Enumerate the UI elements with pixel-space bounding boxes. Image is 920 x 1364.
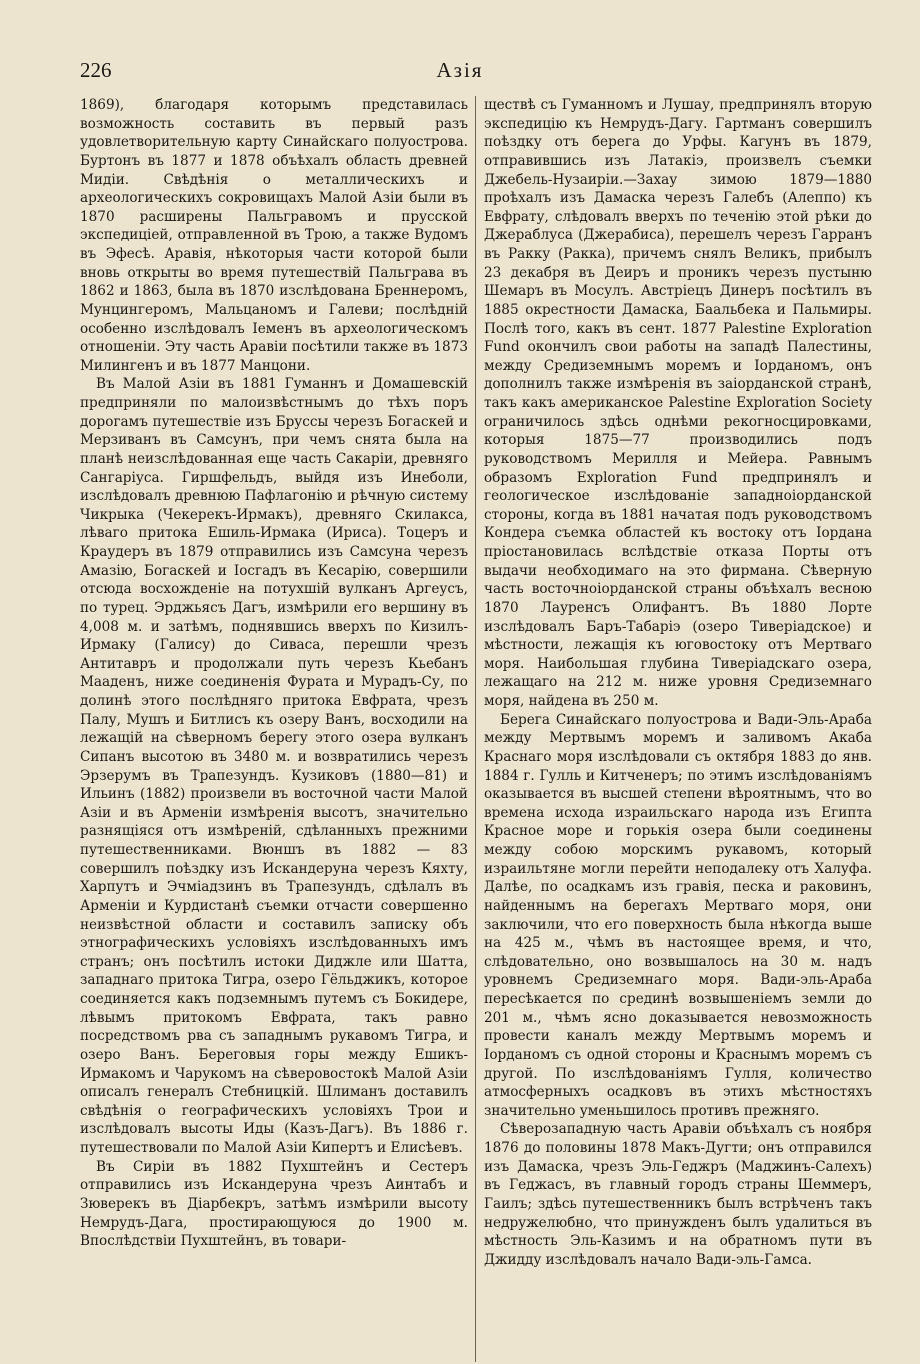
paragraph: 1869), благодаря которымъ представилась возможность составить въ первый разъ удовлетворительную карту Синайскаго полуострова. Буртонъ въ 1877 и 1878 объѣхалъ область древней Мидіи. Свѣдѣнія о металлическихъ и археологическихъ сокровищахъ Малой Азіи были въ 1870 расширены Пальгравомъ и прусской экспедиціей, отправленной въ Трою, а также Вудомъ въ Эфесѣ. Аравія, нѣкоторыя части которой были вновь открыты во время путешествій Пальграва въ 1862 и 1863, была въ 1870 изслѣдована Бреннеромъ, Мунцингеромъ, Мальцаномъ и Галеви; послѣдній особенно изслѣдовалъ Іеменъ въ археологическомъ отношеніи. Эту часть Аравіи посѣтили также въ 1873 Милингенъ и въ 1877 Манцони. — [80, 97, 468, 374]
column-divider — [475, 96, 476, 1362]
paragraph: Берега Синайскаго полуострова и Вади-Эль-Араба между Мертвымъ моремъ и заливомъ Акаба Краснаго моря изслѣдовали съ октября 1883 до янв. 1884 г. Гулль и Китченеръ; по этимъ изслѣдованіямъ оказывается въ высшей степени вѣроятнымъ, что во времена исхода израильскаго народа изъ Египта Красное море и горькія озера были соединены между собою морскимъ рукавомъ, который израильтяне могли перейти неподалеку отъ Халуфа. Далѣе, по осадкамъ изъ гравія, песка и раковинъ, найденнымъ на берегахъ Мертваго моря, они заключили, что его поверхность была нѣкогда выше на 425 м., чѣмъ въ настоящее время, и что, слѣдовательно, оно возвышалось на 30 м. надъ уровнемъ Средиземнаго моря. Вади-эль-Араба пересѣкается по срединѣ возвышеніемъ земли до 201 м., чѣмъ ясно доказывается невозможность провести каналъ между Мертвымъ моремъ и Іорданомъ съ одной стороны и Краснымъ моремъ съ другой. По изслѣдованіямъ Гулля, количество атмосферныхъ осадковъ въ этихъ мѣстностяхъ значительно уменьшилось противъ прежняго. — [484, 711, 872, 1119]
running-title: Азія — [436, 58, 484, 82]
paragraph: Въ Малой Азіи въ 1881 Гуманнъ и Домашевскій предприняли по малоизвѣстнымъ до тѣхъ поръ дорогамъ путешествіе изъ Бруссы черезъ Богаскей и Мерзиванъ въ Самсунъ, при чемъ снята была на планѣ неизслѣдованная еще часть Сакаріи, древняго Сангаріуса. Гиршфельдъ, выйдя изъ Инеболи, изслѣдовалъ древнюю Пафлагонію и рѣчную систему Чикрыка (Чекерекъ-Ирмакъ), древняго Скилакса, лѣваго притока Ешиль-Ирмака (Ириса). Тоцеръ и Краудеръ въ 1879 отправились изъ Самсуна черезъ Амазію, Богаскей и Іосгадъ въ Кесарію, совершили отсюда восхожденіе на потухшій вулканъ Аргеусъ, по турец. Эрджьясъ Дагъ, измѣрили его вершину въ 4,008 м. и затѣмъ, поднявшись вверхъ по Кизилъ-Ирмаку (Галису) до Сиваса, перешли чрезъ Антитавръ и продолжали путь черезъ Кьебанъ Мааденъ, ниже соединенія Фурата и Мурадъ-Су, по долинѣ этого послѣдняго притока Евфрата, чрезъ Палу, Мушъ и Битлисъ къ озеру Ванъ, восходили на лежащій на сѣверномъ берегу этого озера вулканъ Сипанъ высотою въ 3480 м. и возвратились черезъ Эрзерумъ въ Трапезундъ. Кузиковъ (1880—81) и Ильинъ (1882) произвели въ восточной части Малой Азіи и въ Арменіи измѣренія высотъ, значительно разнящіяся отъ измѣреній, сдѣланныхъ прежними путешественниками. Вюншъ въ 1882 — 83 совершилъ поѣздку изъ Искандеруна черезъ Кяхту, Харпутъ и Эчміадзинъ въ Трапезундъ, сдѣлалъ въ Арменіи и Курдистанѣ съемки отчасти совершенно неизвѣстной области и составилъ записку объ этнографическихъ условіяхъ изслѣдованныхъ имъ странъ; онъ посѣтилъ истоки Диджле или Шатта, западнаго притока Тигра, озеро Гёльджикъ, которое соединяется какъ подземнымъ путемъ съ Бокидере, лѣвымъ притокомъ Евфрата, такъ равно посредствомъ рва съ западнымъ рукавомъ Тигра, и озеро Ванъ. Береговыя горы между Ешикъ-Ирмакомъ и Чарукомъ на сѣверовостокѣ Малой Азіи описалъ генералъ Стебницкій. Шлиманъ доставилъ свѣдѣнія о географическихъ условіяхъ Трои и изслѣдовалъ высоты Иды (Казъ-Дагъ). Въ 1886 г. путешествовали по Малой Азіи Кипертъ и Елисѣевъ. — [80, 376, 468, 1156]
right-column — [484, 96, 872, 1269]
paragraph: Въ Сиріи въ 1882 Пухштейнъ и Сестеръ отправились изъ Искандеруна чрезъ Аинтабъ и Зюверекъ въ Діарбекръ, затѣмъ измѣрили высоту Немрудъ-Дага, простирающуюся до 1900 м. Впослѣдствіи Пухштейнъ, въ товари- — [80, 1158, 468, 1250]
paragraph: ществѣ съ Гуманномъ и Лушау, предпринялъ вторую экспедицію къ Немрудъ-Дагу. Гартманъ совершилъ поѣздку отъ берега до Урфы. Кагунъ въ 1879, отправившись изъ Латакіэ, произвелъ съемки Джебель-Нузаиріи.—Захау зимою 1879—1880 проѣхалъ изъ Дамаска черезъ Галебъ (Алеппо) къ Евфрату, слѣдовалъ вверхъ по теченію этой рѣки до Джераблуса (Джерабиса), перешелъ черезъ Гарранъ въ Ракку (Ракка), причемъ снялъ Великъ, прибылъ 23 декабря въ Деиръ и проникъ черезъ пустыню Шемаръ въ Мосулъ. Австріецъ Динеръ посѣтилъ въ 1885 окрестности Дамаска, Баальбека и Пальмиры. Послѣ того, какъ въ сент. 1877 Palestine Exploration Fund окончилъ свои работы на западѣ Палестины, между Средиземнымъ моремъ и Іорданомъ, онъ дополнилъ также измѣренія въ заіорданской странѣ, такъ какъ американское Palestine Exploration Society ограничилось здѣсь однѣми рекогносцировками, которыя 1875—77 производились подъ руководствомъ Мерилля и Мейера. Равнымъ образомъ Exploration Fund предпринялъ и геологическое изслѣдованіе западноіорданской стороны, когда въ 1881 начатая подъ руководствомъ Кондера съемка областей къ востоку отъ Іордана пріостановилась вслѣдствіе отказа Порты отъ выдачи необходимаго на это фирмана. Сѣверную часть восточноіорданской страны объѣхалъ весною 1870 Лауренсъ Олифантъ. Въ 1880 Лорте изслѣдовалъ Баръ-Табаріэ (озеро Тиверіадское) и мѣстности, лежащія къ юговостоку отъ Мертваго моря. Наибольшая глубина Тиверіадскаго озера, лежащаго на 212 м. ниже уровня Средиземнаго моря, найдена въ 250 м. — [484, 97, 872, 709]
page-number: 226 — [80, 58, 112, 82]
paragraph: Сѣверозападную часть Аравіи объѣхалъ съ ноября 1876 до половины 1878 Макъ-Дугти; онъ отправился изъ Дамаска, чрезъ Эль-Геджръ (Маджинъ-Салехъ) въ Геджасъ, въ главный городъ страны Шеммеръ, Гаилъ; здѣсь путешественникъ былъ встрѣченъ такъ недружелюбно, что принужденъ былъ удалиться въ мѣстность Эль-Казимъ и на обратномъ пути въ Джидду изслѣдовалъ начало Вади-эль-Гамса. — [484, 1121, 872, 1268]
left-column — [80, 96, 468, 1251]
